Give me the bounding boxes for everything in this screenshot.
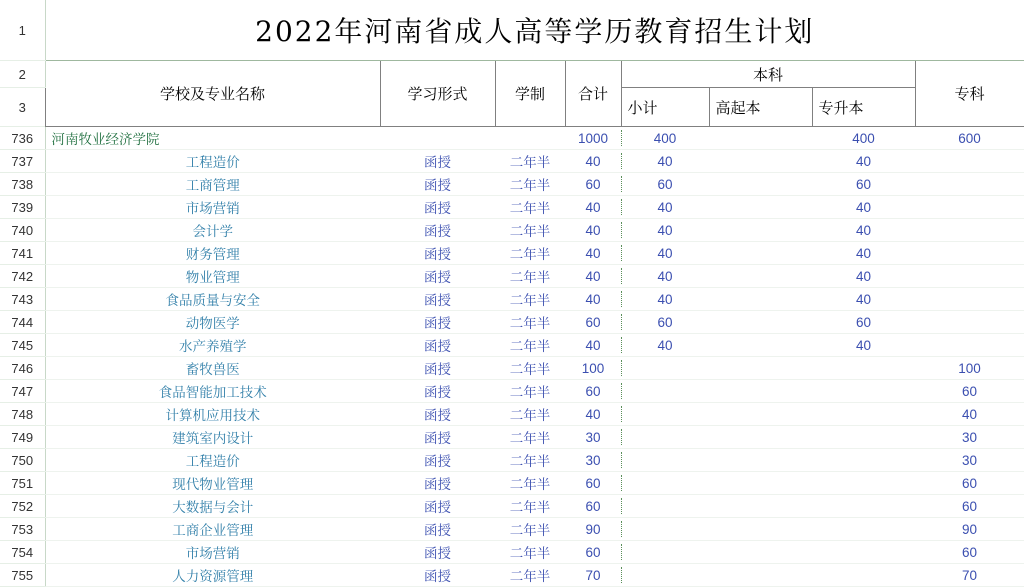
header-study-length: 学制	[495, 61, 565, 127]
study-form-cell[interactable]: 函授	[380, 564, 495, 587]
zhuanshengben-cell[interactable]: 400	[812, 127, 915, 150]
benke-subtotal-cell[interactable]: 60	[621, 173, 709, 196]
zhuanshengben-cell[interactable]	[812, 449, 915, 472]
major-name-cell[interactable]: 财务管理	[45, 242, 380, 265]
gaoqiben-cell[interactable]	[709, 564, 812, 587]
study-form-cell[interactable]: 函授	[380, 196, 495, 219]
gaoqiben-cell[interactable]	[709, 150, 812, 173]
table-row	[0, 518, 1024, 541]
row-number[interactable]: 738	[0, 173, 45, 196]
study-length-cell[interactable]: 二年半	[495, 564, 565, 587]
table-row	[0, 449, 1024, 472]
study-length-cell[interactable]: 二年半	[495, 357, 565, 380]
study-form-cell[interactable]: 函授	[380, 518, 495, 541]
row-number[interactable]: 744	[0, 311, 45, 334]
zhuanke-cell[interactable]	[915, 288, 1024, 311]
table-row	[0, 472, 1024, 495]
total-cell[interactable]: 40	[565, 150, 621, 173]
row-number[interactable]: 3	[0, 88, 45, 127]
zhuanshengben-cell[interactable]	[812, 472, 915, 495]
table-row	[0, 242, 1024, 265]
total-cell[interactable]: 100	[565, 357, 621, 380]
row-number[interactable]: 754	[0, 541, 45, 564]
zhuanke-cell[interactable]: 600	[915, 127, 1024, 150]
total-cell[interactable]: 60	[565, 380, 621, 403]
total-cell[interactable]: 40	[565, 403, 621, 426]
row-number[interactable]: 750	[0, 449, 45, 472]
zhuanke-cell[interactable]	[915, 150, 1024, 173]
study-form-cell[interactable]: 函授	[380, 449, 495, 472]
table-row	[0, 541, 1024, 564]
zhuanke-cell[interactable]	[915, 196, 1024, 219]
study-form-cell[interactable]: 函授	[380, 472, 495, 495]
total-cell[interactable]: 40	[565, 219, 621, 242]
benke-subtotal-cell[interactable]: 40	[621, 150, 709, 173]
title-row	[0, 0, 1024, 61]
study-length-cell[interactable]: 二年半	[495, 288, 565, 311]
benke-subtotal-cell[interactable]: 40	[621, 196, 709, 219]
study-length-cell[interactable]: 二年半	[495, 219, 565, 242]
major-name-cell[interactable]: 市场营销	[45, 196, 380, 219]
study-form-cell[interactable]: 函授	[380, 288, 495, 311]
zhuanshengben-cell[interactable]: 40	[812, 334, 915, 357]
zhuanshengben-cell[interactable]: 40	[812, 242, 915, 265]
row-number[interactable]: 747	[0, 380, 45, 403]
study-length-cell[interactable]: 二年半	[495, 403, 565, 426]
row-number[interactable]: 741	[0, 242, 45, 265]
zhuanshengben-cell[interactable]: 40	[812, 196, 915, 219]
benke-subtotal-cell[interactable]	[621, 426, 709, 449]
benke-subtotal-cell[interactable]	[621, 380, 709, 403]
header-row-1	[0, 61, 1024, 88]
zhuanke-cell[interactable]: 60	[915, 495, 1024, 518]
benke-subtotal-cell[interactable]	[621, 449, 709, 472]
study-length-cell[interactable]: 二年半	[495, 334, 565, 357]
major-name-cell[interactable]: 工商企业管理	[45, 518, 380, 541]
benke-subtotal-cell[interactable]: 40	[621, 334, 709, 357]
gaoqiben-cell[interactable]	[709, 495, 812, 518]
table-row	[0, 403, 1024, 426]
study-length-cell[interactable]: 二年半	[495, 311, 565, 334]
major-name-cell[interactable]: 物业管理	[45, 265, 380, 288]
zhuanshengben-cell[interactable]: 60	[812, 311, 915, 334]
total-cell[interactable]: 40	[565, 288, 621, 311]
total-cell[interactable]: 60	[565, 541, 621, 564]
study-form-cell[interactable]	[380, 127, 495, 150]
header-study-form: 学习形式	[380, 61, 495, 127]
zhuanke-cell[interactable]: 60	[915, 380, 1024, 403]
table-row	[0, 219, 1024, 242]
zhuanke-cell[interactable]: 60	[915, 472, 1024, 495]
table-row	[0, 495, 1024, 518]
total-cell[interactable]: 60	[565, 311, 621, 334]
study-length-cell[interactable]: 二年半	[495, 495, 565, 518]
major-name-cell[interactable]: 市场营销	[45, 541, 380, 564]
gaoqiben-cell[interactable]	[709, 288, 812, 311]
study-form-cell[interactable]: 函授	[380, 219, 495, 242]
benke-subtotal-cell[interactable]	[621, 403, 709, 426]
table-row	[0, 380, 1024, 403]
benke-subtotal-cell[interactable]	[621, 541, 709, 564]
zhuanke-cell[interactable]: 90	[915, 518, 1024, 541]
zhuanshengben-cell[interactable]: 40	[812, 150, 915, 173]
gaoqiben-cell[interactable]	[709, 196, 812, 219]
total-cell[interactable]: 30	[565, 449, 621, 472]
benke-subtotal-cell[interactable]	[621, 564, 709, 587]
benke-subtotal-cell[interactable]: 400	[621, 127, 709, 150]
table-row	[0, 196, 1024, 219]
header-zhuanke: 专科	[915, 61, 1024, 127]
total-cell[interactable]: 40	[565, 242, 621, 265]
study-length-cell[interactable]: 二年半	[495, 265, 565, 288]
row-number[interactable]: 752	[0, 495, 45, 518]
major-name-cell[interactable]: 食品智能加工技术	[45, 380, 380, 403]
zhuanke-cell[interactable]: 30	[915, 449, 1024, 472]
total-cell[interactable]: 60	[565, 495, 621, 518]
gaoqiben-cell[interactable]	[709, 403, 812, 426]
header-gaoqiben: 高起本	[709, 88, 812, 127]
total-cell[interactable]: 30	[565, 426, 621, 449]
gaoqiben-cell[interactable]	[709, 426, 812, 449]
gaoqiben-cell[interactable]	[709, 357, 812, 380]
table-row	[0, 288, 1024, 311]
zhuanshengben-cell[interactable]	[812, 380, 915, 403]
zhuanshengben-cell[interactable]	[812, 564, 915, 587]
study-length-cell[interactable]: 二年半	[495, 380, 565, 403]
gaoqiben-cell[interactable]	[709, 334, 812, 357]
zhuanke-cell[interactable]: 40	[915, 403, 1024, 426]
zhuanshengben-cell[interactable]: 40	[812, 219, 915, 242]
header-total: 合计	[565, 61, 621, 127]
row-number[interactable]: 742	[0, 265, 45, 288]
study-length-cell[interactable]: 二年半	[495, 242, 565, 265]
table-row	[0, 265, 1024, 288]
major-name-cell[interactable]: 工程造价	[45, 150, 380, 173]
gaoqiben-cell[interactable]	[709, 518, 812, 541]
study-length-cell[interactable]: 二年半	[495, 196, 565, 219]
gaoqiben-cell[interactable]	[709, 173, 812, 196]
zhuanke-cell[interactable]	[915, 334, 1024, 357]
table-row	[0, 564, 1024, 587]
row-number[interactable]: 745	[0, 334, 45, 357]
zhuanshengben-cell[interactable]	[812, 518, 915, 541]
table-row	[0, 426, 1024, 449]
row-number[interactable]: 753	[0, 518, 45, 541]
gaoqiben-cell[interactable]	[709, 219, 812, 242]
header-zhuanshengben: 专升本	[812, 88, 915, 127]
row-number[interactable]: 743	[0, 288, 45, 311]
benke-subtotal-cell[interactable]: 40	[621, 242, 709, 265]
zhuanshengben-cell[interactable]	[812, 495, 915, 518]
study-length-cell[interactable]: 二年半	[495, 472, 565, 495]
zhuanke-cell[interactable]: 100	[915, 357, 1024, 380]
zhuanke-cell[interactable]: 30	[915, 426, 1024, 449]
zhuanshengben-cell[interactable]	[812, 403, 915, 426]
total-cell[interactable]: 40	[565, 265, 621, 288]
zhuanke-cell[interactable]: 60	[915, 541, 1024, 564]
table-row	[0, 173, 1024, 196]
zhuanke-cell[interactable]	[915, 242, 1024, 265]
study-form-cell[interactable]: 函授	[380, 380, 495, 403]
benke-subtotal-cell[interactable]: 40	[621, 219, 709, 242]
zhuanshengben-cell[interactable]	[812, 426, 915, 449]
major-name-cell[interactable]: 食品质量与安全	[45, 288, 380, 311]
major-name-cell[interactable]: 畜牧兽医	[45, 357, 380, 380]
zhuanshengben-cell[interactable]	[812, 541, 915, 564]
study-form-cell[interactable]: 函授	[380, 403, 495, 426]
table-row	[0, 334, 1024, 357]
study-length-cell[interactable]: 二年半	[495, 541, 565, 564]
study-form-cell[interactable]: 函授	[380, 334, 495, 357]
study-form-cell[interactable]: 函授	[380, 357, 495, 380]
row-number[interactable]: 737	[0, 150, 45, 173]
gaoqiben-cell[interactable]	[709, 449, 812, 472]
zhuanke-cell[interactable]	[915, 173, 1024, 196]
major-name-cell[interactable]: 人力资源管理	[45, 564, 380, 587]
table-row	[0, 150, 1024, 173]
zhuanke-cell[interactable]	[915, 219, 1024, 242]
row-number[interactable]: 751	[0, 472, 45, 495]
total-cell[interactable]: 60	[565, 472, 621, 495]
school-name-cell[interactable]: 河南牧业经济学院	[45, 127, 380, 150]
header-name: 学校及专业名称	[45, 61, 380, 127]
gaoqiben-cell[interactable]	[709, 311, 812, 334]
gaoqiben-cell[interactable]	[709, 127, 812, 150]
benke-subtotal-cell[interactable]	[621, 518, 709, 541]
benke-subtotal-cell[interactable]	[621, 495, 709, 518]
row-number[interactable]: 736	[0, 127, 45, 150]
study-form-cell[interactable]: 函授	[380, 426, 495, 449]
row-number[interactable]: 749	[0, 426, 45, 449]
total-cell[interactable]: 40	[565, 334, 621, 357]
data-rows	[0, 127, 1024, 587]
gaoqiben-cell[interactable]	[709, 541, 812, 564]
row-number[interactable]: 740	[0, 219, 45, 242]
major-name-cell[interactable]: 大数据与会计	[45, 495, 380, 518]
major-name-cell[interactable]: 会计学	[45, 219, 380, 242]
study-length-cell[interactable]: 二年半	[495, 518, 565, 541]
row-number[interactable]: 755	[0, 564, 45, 587]
benke-subtotal-cell[interactable]: 60	[621, 311, 709, 334]
table-body	[0, 0, 1024, 127]
study-form-cell[interactable]: 函授	[380, 265, 495, 288]
zhuanke-cell[interactable]	[915, 265, 1024, 288]
row-number[interactable]: 2	[0, 61, 45, 88]
header-group-benke: 本科	[621, 61, 915, 88]
zhuanke-cell[interactable]: 70	[915, 564, 1024, 587]
total-cell[interactable]: 70	[565, 564, 621, 587]
table-row	[0, 127, 1024, 150]
page-title: 2022年河南省成人高等学历教育招生计划	[45, 0, 1024, 61]
study-form-cell[interactable]: 函授	[380, 173, 495, 196]
zhuanshengben-cell[interactable]: 40	[812, 288, 915, 311]
table-row	[0, 357, 1024, 380]
row-number[interactable]: 748	[0, 403, 45, 426]
zhuanke-cell[interactable]	[915, 311, 1024, 334]
major-name-cell[interactable]: 计算机应用技术	[45, 403, 380, 426]
major-name-cell[interactable]: 现代物业管理	[45, 472, 380, 495]
study-length-cell[interactable]: 二年半	[495, 150, 565, 173]
benke-subtotal-cell[interactable]	[621, 472, 709, 495]
table-row	[0, 311, 1024, 334]
total-cell[interactable]: 40	[565, 196, 621, 219]
major-name-cell[interactable]: 水产养殖学	[45, 334, 380, 357]
row-number[interactable]: 746	[0, 357, 45, 380]
benke-subtotal-cell[interactable]: 40	[621, 265, 709, 288]
zhuanshengben-cell[interactable]: 40	[812, 265, 915, 288]
study-form-cell[interactable]: 函授	[380, 150, 495, 173]
total-cell[interactable]: 90	[565, 518, 621, 541]
total-cell[interactable]: 60	[565, 173, 621, 196]
study-form-cell[interactable]: 函授	[380, 495, 495, 518]
zhuanshengben-cell[interactable]: 60	[812, 173, 915, 196]
header-subtotal: 小计	[621, 88, 709, 127]
study-form-cell[interactable]: 函授	[380, 541, 495, 564]
major-name-cell[interactable]: 工程造价	[45, 449, 380, 472]
gaoqiben-cell[interactable]	[709, 472, 812, 495]
study-form-cell[interactable]: 函授	[380, 242, 495, 265]
row-number[interactable]: 739	[0, 196, 45, 219]
gaoqiben-cell[interactable]	[709, 380, 812, 403]
gaoqiben-cell[interactable]	[709, 242, 812, 265]
gaoqiben-cell[interactable]	[709, 265, 812, 288]
study-form-cell[interactable]: 函授	[380, 311, 495, 334]
major-name-cell[interactable]: 动物医学	[45, 311, 380, 334]
major-name-cell[interactable]: 建筑室内设计	[45, 426, 380, 449]
benke-subtotal-cell[interactable]: 40	[621, 288, 709, 311]
major-name-cell[interactable]: 工商管理	[45, 173, 380, 196]
benke-subtotal-cell[interactable]	[621, 357, 709, 380]
zhuanshengben-cell[interactable]	[812, 357, 915, 380]
study-length-cell[interactable]	[495, 127, 565, 150]
study-length-cell[interactable]: 二年半	[495, 449, 565, 472]
row-number[interactable]: 1	[0, 0, 45, 61]
study-length-cell[interactable]: 二年半	[495, 426, 565, 449]
total-cell[interactable]: 1000	[565, 127, 621, 150]
study-length-cell[interactable]: 二年半	[495, 173, 565, 196]
